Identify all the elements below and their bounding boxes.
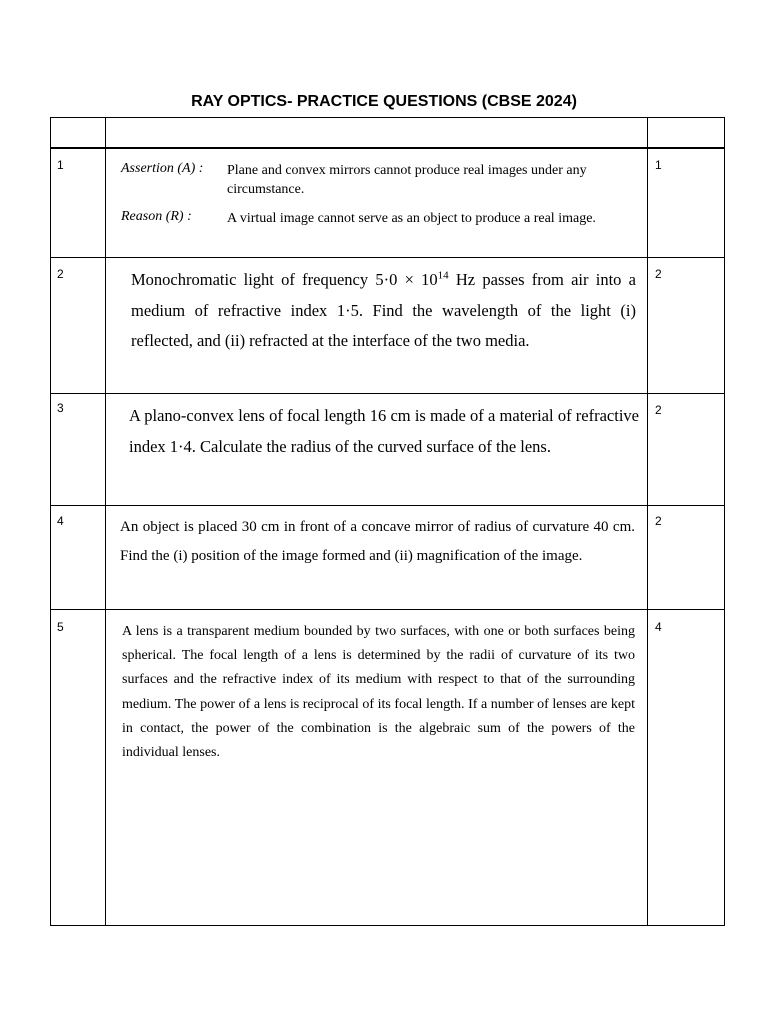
reason-label: Reason (R) :: [121, 209, 192, 224]
table-border-top: [50, 117, 725, 118]
question-marks: 2: [655, 514, 662, 528]
question-marks: 2: [655, 403, 662, 417]
question-marks: 1: [655, 158, 662, 172]
row-divider-4: [50, 609, 725, 610]
question-marks: 2: [655, 267, 662, 281]
table-border-right: [724, 117, 725, 926]
question-number: 5: [57, 620, 64, 634]
table-border-bottom: [50, 925, 725, 926]
assertion-label: Assertion (A) :: [121, 161, 204, 176]
question-text: A lens is a transparent medium bounded by two surfaces, with one or both surfaces being spherical. The focal length of a lens is determined by the radii of curvature of its two surfaces and the refractive index of its medium with respect to that of the surrounding medium. The power of a lens is reciprocal of its focal length. If a number of lenses are kept in contact, the power of the combination is the algebraic sum of the powers of the individual lenses.: [122, 624, 635, 761]
question-number: 4: [57, 514, 64, 528]
question-number: 1: [57, 158, 64, 172]
assertion-text: Plane and convex mirrors cannot produce real images under any circumstance.: [227, 163, 587, 197]
table-divider-marks: [647, 117, 648, 926]
table-border-left: [50, 117, 51, 926]
question-text: A plano-convex lens of focal length 16 cm is made of a material of refractive index 1·4. Calculate the radius of the curved surface of the lens.: [129, 406, 639, 456]
question-marks: 4: [655, 620, 662, 634]
row-divider-2: [50, 393, 725, 394]
row-divider-3: [50, 505, 725, 506]
reason-text: A virtual image cannot serve as an object to produce a real image.: [227, 211, 596, 226]
table-divider-number: [105, 117, 106, 926]
table-header-divider: [50, 147, 725, 149]
question-text-part: Hz passes from air into a medium of refractive index 1·5. Find the wavelength of the light (i) reflected, and (ii) refracted at the interface of the two media.: [131, 270, 636, 350]
question-text: [131, 265, 636, 357]
question-number: 2: [57, 267, 64, 281]
exponent: 14: [437, 269, 449, 282]
page-title: RAY OPTICS- PRACTICE QUESTIONS (CBSE 2024): [191, 93, 577, 110]
row-divider-1: [50, 257, 725, 258]
question-text-part: Monochromatic light of frequency 5·0 × 10: [131, 270, 438, 289]
question-text: An object is placed 30 cm in front of a concave mirror of radius of curvature 40 cm. Find the (i) position of the image formed and (ii) magnification of the image.: [120, 519, 635, 564]
question-number: 3: [57, 401, 64, 415]
